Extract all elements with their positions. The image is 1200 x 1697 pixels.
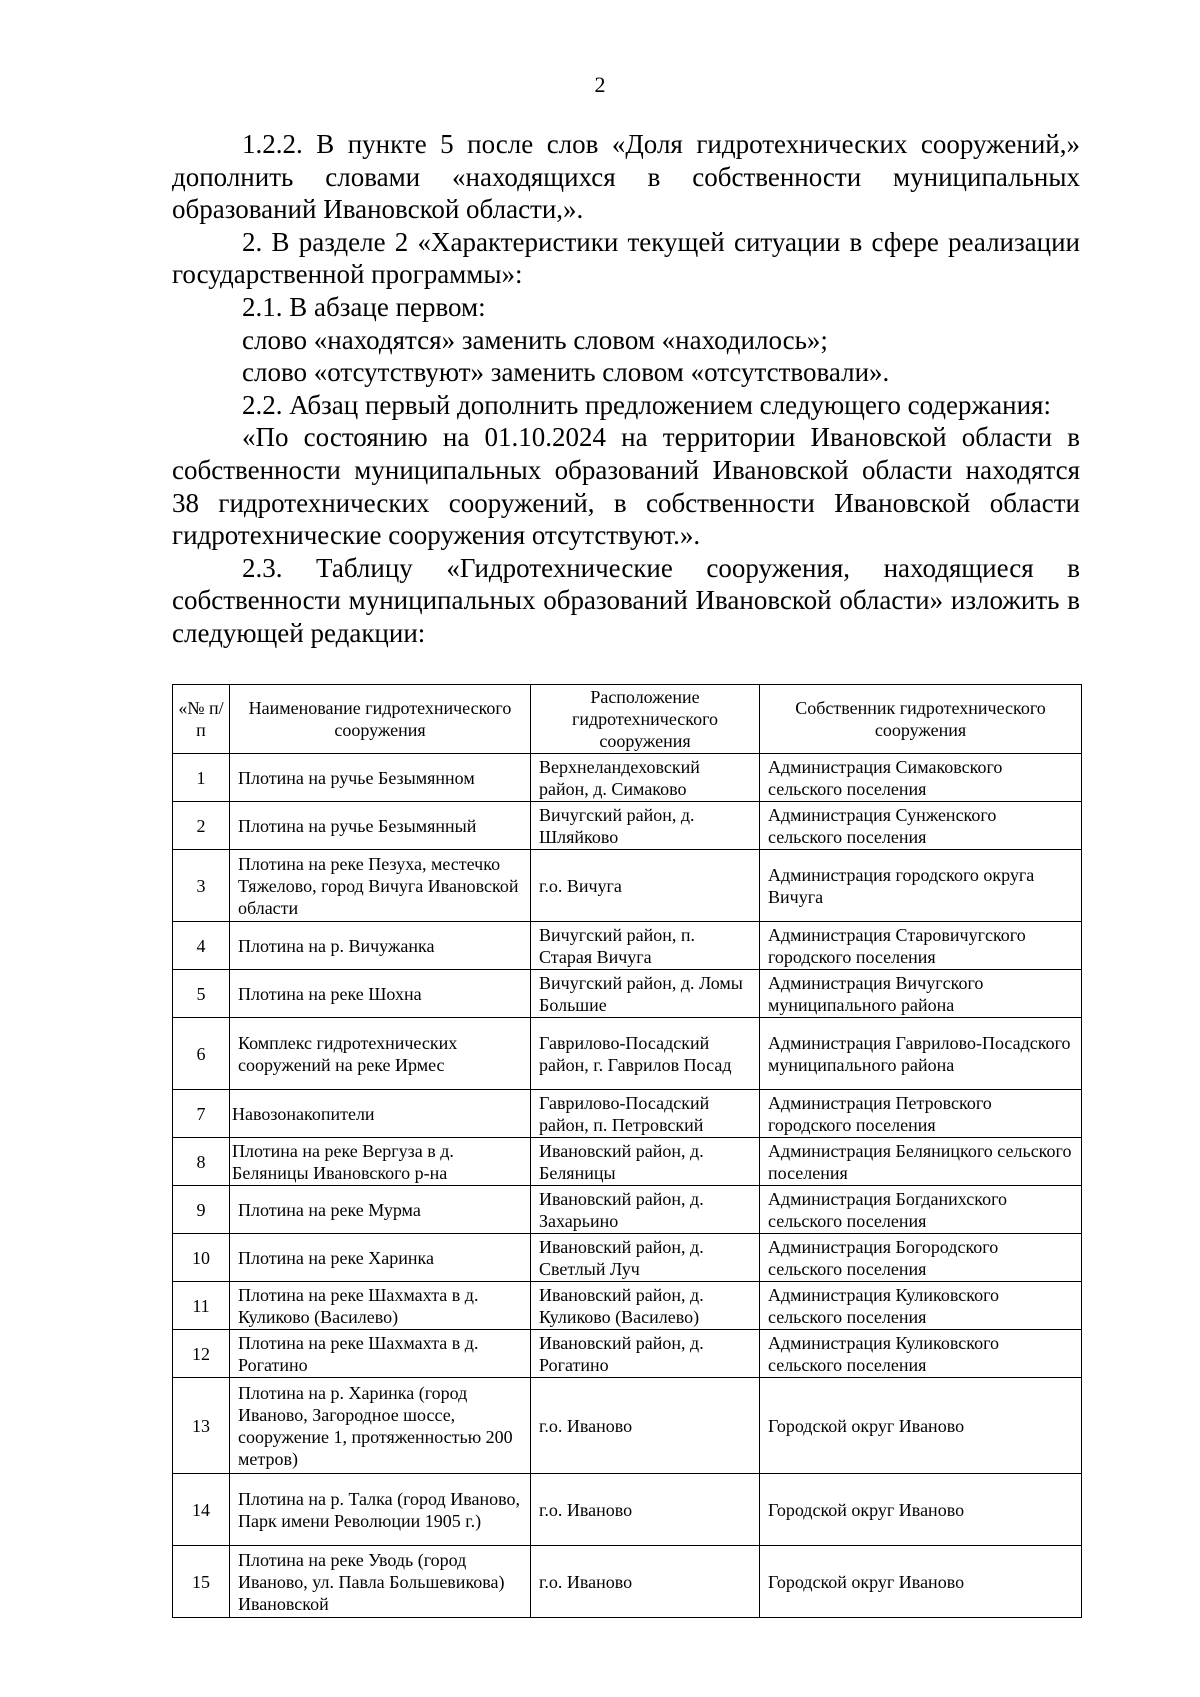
table-row (173, 754, 1082, 802)
header-location: Расположение гидротехнического сооружения (531, 685, 760, 754)
cell-num: 5 (173, 970, 230, 1018)
cell-owner: Администрация Куликовского сельского поселения (760, 1330, 1082, 1378)
cell-owner: Городской округ Иваново (760, 1474, 1082, 1546)
cell-location: Ивановский район, д. Светлый Луч (531, 1234, 760, 1282)
cell-location: Вичугский район, д. Ломы Большие (531, 970, 760, 1018)
cell-num: 9 (173, 1186, 230, 1234)
cell-owner: Городской округ Иваново (760, 1378, 1082, 1474)
cell-num: 4 (173, 922, 230, 970)
cell-location: Вичугский район, д. Шляйково (531, 802, 760, 850)
cell-name: Плотина на реке Шохна (230, 970, 531, 1018)
cell-num: 1 (173, 754, 230, 802)
cell-num: 15 (173, 1546, 230, 1618)
table-row (173, 1378, 1082, 1474)
cell-location: Ивановский район, д. Беляницы (531, 1138, 760, 1186)
cell-num: 2 (173, 802, 230, 850)
cell-name: Плотина на реке Харинка (230, 1234, 531, 1282)
paragraph-2-3: 2.3. Таблицу «Гидротехнические сооружения, находящиеся в собственности муниципальных образований Ивановской области» изложить в следующей редакции: (172, 552, 1080, 648)
cell-owner: Администрация Богданихского сельского поселения (760, 1186, 1082, 1234)
cell-owner: Администрация Беляницкого сельского поселения (760, 1138, 1082, 1186)
cell-owner: Администрация Симаковского сельского поселения (760, 754, 1082, 802)
cell-num: 11 (173, 1282, 230, 1330)
cell-location: Гаврилово-Посадский район, г. Гаврилов Посад (531, 1018, 760, 1090)
cell-name: Комплекс гидротехнических сооружений на реке Ирмес (230, 1018, 531, 1090)
table-row (173, 922, 1082, 970)
header-num: «№ п/п (173, 685, 230, 754)
table-row (173, 1186, 1082, 1234)
cell-owner: Администрация Сунженского сельского поселения (760, 802, 1082, 850)
cell-owner: Администрация городского округа Вичуга (760, 850, 1082, 922)
cell-location: Верхнеландеховский район, д. Симаково (531, 754, 760, 802)
cell-location: Вичугский район, п. Старая Вичуга (531, 922, 760, 970)
cell-name: Плотина на р. Харинка (город Иваново, Загородное шоссе, сооружение 1, протяженностью 200 метров) (230, 1378, 531, 1474)
cell-owner: Администрация Куликовского сельского поселения (760, 1282, 1082, 1330)
table-row (173, 970, 1082, 1018)
cell-name: Плотина на реке Мурма (230, 1186, 531, 1234)
cell-location: г.о. Вичуга (531, 850, 760, 922)
table-row (173, 1138, 1082, 1186)
cell-owner: Администрация Богородского сельского поселения (760, 1234, 1082, 1282)
table-header-row (173, 685, 1082, 754)
cell-location: г.о. Иваново (531, 1546, 760, 1618)
paragraph-quote: «По состоянию на 01.10.2024 на территории Ивановской области в собственности муниципальных образований Ивановской области находятся 38 гидротехнических сооружений, в собственности Ивановской области гидротехнические сооружения отсутствуют.». (172, 422, 1080, 551)
header-owner: Собственник гидротехнического сооружения (760, 685, 1082, 754)
paragraph-replace-1: слово «находятся» заменить словом «находилось»; (242, 324, 828, 355)
cell-owner: Администрация Гаврилово-Посадского муниципального района (760, 1018, 1082, 1090)
table-row (173, 1234, 1082, 1282)
paragraph-2-1: 2.1. В абзаце первом: (242, 291, 486, 322)
cell-num: 12 (173, 1330, 230, 1378)
cell-location: г.о. Иваново (531, 1378, 760, 1474)
header-name: Наименование гидротехнического сооружения (230, 685, 531, 754)
cell-name: Плотина на реке Шахмахта в д. Рогатино (230, 1330, 531, 1378)
table-row (173, 1282, 1082, 1330)
cell-num: 3 (173, 850, 230, 922)
paragraph-replace-2: слово «отсутствуют» заменить словом «отсутствовали». (242, 357, 890, 388)
table-row (173, 1018, 1082, 1090)
table-row (173, 1090, 1082, 1138)
cell-location: г.о. Иваново (531, 1474, 760, 1546)
cell-location: Ивановский район, д. Захарьино (531, 1186, 760, 1234)
cell-location: Гаврилово-Посадский район, п. Петровский (531, 1090, 760, 1138)
cell-name: Плотина на р. Талка (город Иваново, Парк имени Революции 1905 г.) (230, 1474, 531, 1546)
paragraph-2-2: 2.2. Абзац первый дополнить предложением следующего содержания: (242, 389, 1051, 420)
cell-num: 13 (173, 1378, 230, 1474)
table-row (173, 802, 1082, 850)
cell-location: Ивановский район, д. Рогатино (531, 1330, 760, 1378)
cell-name: Плотина на р. Вичужанка (230, 922, 531, 970)
cell-owner: Администрация Старовичугского городского поселения (760, 922, 1082, 970)
cell-owner: Администрация Петровского городского поселения (760, 1090, 1082, 1138)
cell-name: Плотина на реке Шахмахта в д. Куликово (Василево) (230, 1282, 531, 1330)
cell-name: Плотина на ручье Безымянном (230, 754, 531, 802)
cell-num: 7 (173, 1090, 230, 1138)
cell-owner: Городской округ Иваново (760, 1546, 1082, 1618)
structures-table (172, 684, 1082, 1618)
cell-name: Навозонакопители (230, 1090, 531, 1138)
cell-num: 8 (173, 1138, 230, 1186)
page-number: 2 (594, 72, 606, 97)
cell-name: Плотина на реке Пезуха, местечко Тяжелово, город Вичуга Ивановской области (230, 850, 531, 922)
cell-num: 10 (173, 1234, 230, 1282)
cell-name: Плотина на реке Вергуза в д. Беляницы Ивановского р-на (230, 1138, 531, 1186)
table-row (173, 1546, 1082, 1618)
cell-num: 14 (173, 1474, 230, 1546)
paragraph-2: 2. В разделе 2 «Характеристики текущей ситуации в сфере реализации государственной программы»: (172, 226, 1080, 290)
paragraph-1-2-2: 1.2.2. В пункте 5 после слов «Доля гидротехнических сооружений,» дополнить словами «находящихся в собственности муниципальных образований Ивановской области,». (172, 129, 1080, 225)
cell-name: Плотина на ручье Безымянный (230, 802, 531, 850)
cell-location: Ивановский район, д. Куликово (Василево) (531, 1282, 760, 1330)
table-row (173, 1474, 1082, 1546)
cell-owner: Администрация Вичугского муниципального района (760, 970, 1082, 1018)
cell-num: 6 (173, 1018, 230, 1090)
table-row (173, 1330, 1082, 1378)
table-row (173, 850, 1082, 922)
cell-name: Плотина на реке Уводь (город Иваново, ул. Павла Большевикова) Ивановской (230, 1546, 531, 1618)
document-body (172, 128, 1080, 650)
